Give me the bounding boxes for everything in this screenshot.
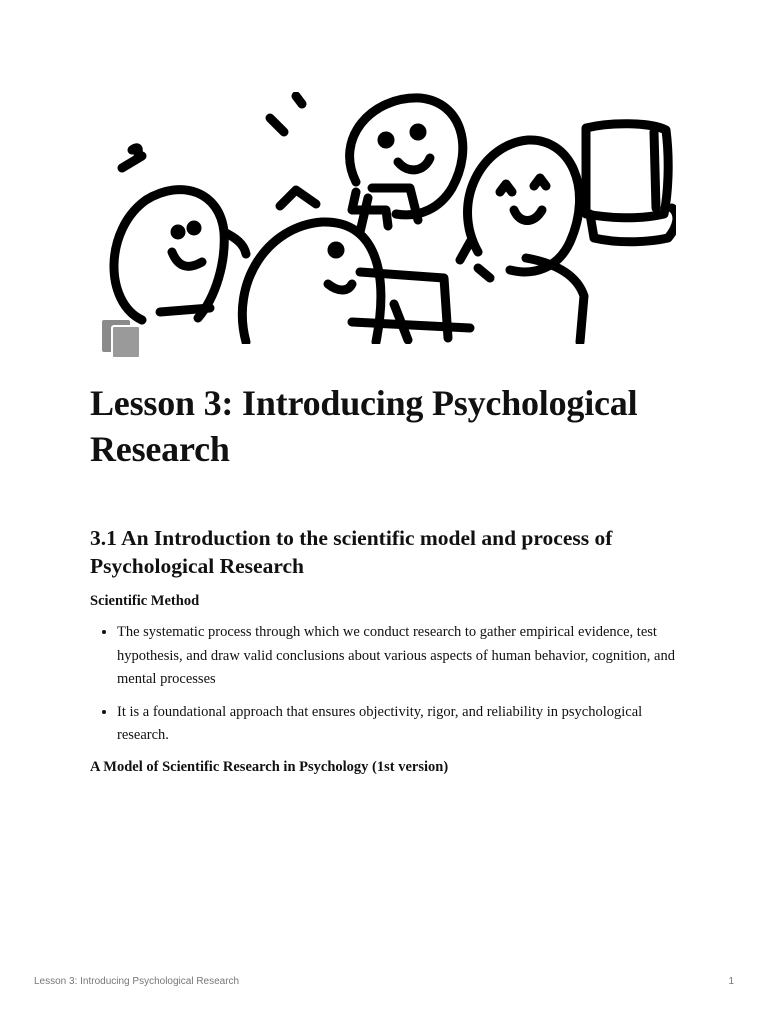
page-content <box>90 380 676 777</box>
copy-icon[interactable] <box>100 318 142 360</box>
subheading-model: A Model of Scientific Research in Psychology (1st version) <box>90 758 449 775</box>
footer-running-title: Lesson 3: Introducing Psychological Research <box>34 976 240 987</box>
banner-illustration <box>90 92 676 344</box>
subheading-scientific-method: Scientific Method <box>90 593 200 609</box>
list-item: • It is a foundational approach that ensures objectivity, rigor, and reliability in psychological research. <box>117 701 676 748</box>
footer-page-number: 1 <box>728 976 734 987</box>
list-item: • The systematic process through which we conduct research to gather empirical evidence, test hypothesis, and draw valid conclusions about various aspects of human behavior, cognition, and mental processes <box>117 621 676 692</box>
page-title: Lesson 3: Introducing Psychological Research <box>90 383 638 469</box>
section-heading: 3.1 An Introduction to the scientific model and process of Psychological Research <box>90 526 613 578</box>
bullet-list <box>90 621 676 748</box>
